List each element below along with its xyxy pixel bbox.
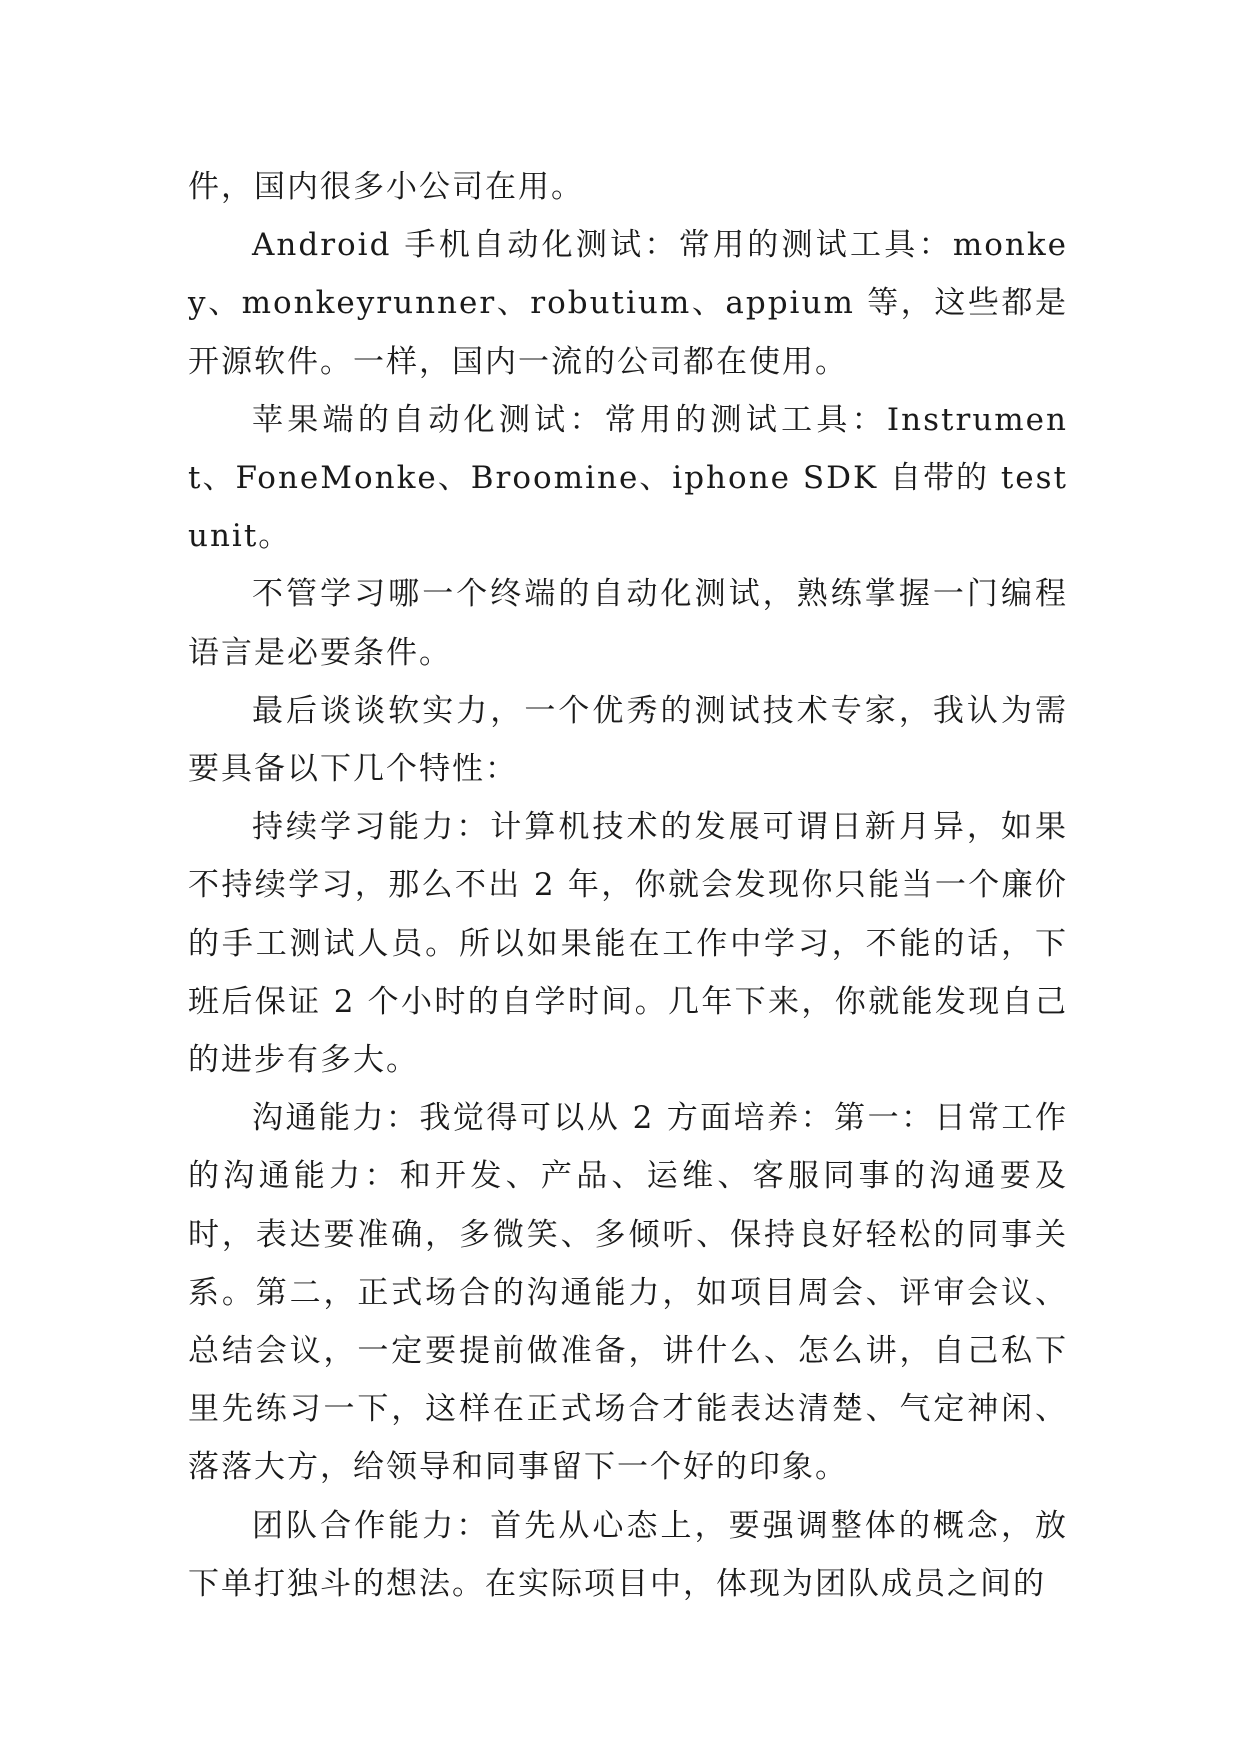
body-text <box>188 158 1068 1613</box>
paragraph-3: 苹果端的自动化测试：常用的测试工具：Instrument、FoneMonke、Broomine、iphone SDK 自带的 test unit。 <box>188 401 1068 555</box>
paragraph-5: 最后谈谈软实力，一个优秀的测试技术专家，我认为需要具备以下几个特性： <box>188 692 1068 788</box>
paragraph-8: 团队合作能力：首先从心态上，要强调整体的概念，放下单打独斗的想法。在实际项目中，体现为团队成员之间的 <box>188 1507 1068 1602</box>
paragraph-6: 持续学习能力：计算机技术的发展可谓日新月异，如果不持续学习，那么不出 2 年，你就会发现你只能当一个廉价的手工测试人员。所以如果能在工作中学习，不能的话，下班后保证 2 个小时的自学时间。几年下来，你就能发现自己的进步有多大。 <box>188 809 1068 1079</box>
paragraph-2: Android 手机自动化测试：常用的测试工具：monkey、monkeyrunner、robutium、appium 等，这些都是开源软件。一样，国内一流的公司都在使用。 <box>188 227 1068 380</box>
paragraph-7: 沟通能力：我觉得可以从 2 方面培养：第一：日常工作的沟通能力：和开发、产品、运维、客服同事的沟通要及时，表达要准确，多微笑、多倾听、保持良好轻松的同事关系。第二，正式场合的沟通能力，如项目周会、评审会议、总结会议，一定要提前做准备，讲什么、怎么讲，自己私下里先练习一下，这样在正式场合才能表达清楚、气定神闲、落落大方，给领导和同事留下一个好的印象。 <box>188 1100 1068 1486</box>
paragraph-1: 件，国内很多小公司在用。 <box>188 169 584 205</box>
paragraph-4: 不管学习哪一个终端的自动化测试，熟练掌握一门编程语言是必要条件。 <box>188 576 1068 671</box>
